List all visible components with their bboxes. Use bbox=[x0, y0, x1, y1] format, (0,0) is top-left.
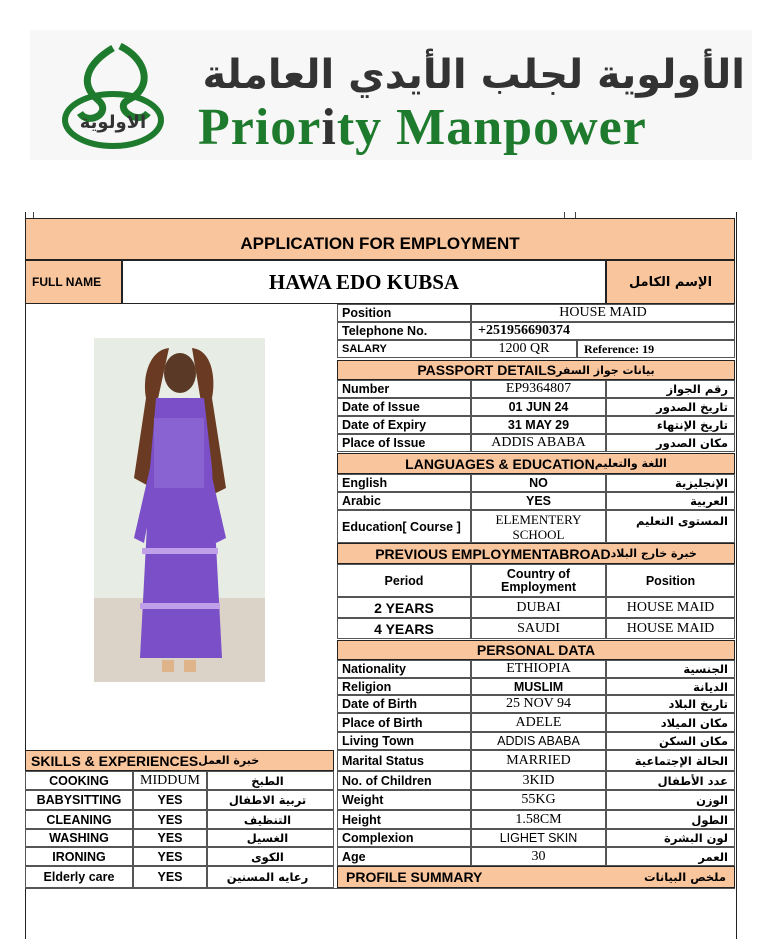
skill-level: YES bbox=[133, 847, 207, 866]
personal-value: ADDIS ABABA bbox=[471, 732, 606, 750]
passport-label: Number bbox=[337, 380, 471, 398]
personal-label: Marital Status bbox=[337, 750, 471, 771]
personal-label: Nationality bbox=[337, 660, 471, 678]
telephone-label: Telephone No. bbox=[337, 322, 471, 340]
position-column-header: Position bbox=[606, 564, 735, 597]
personal-value: 1.58CM bbox=[471, 810, 606, 829]
skill-name-ar: رعايه المسنين bbox=[207, 866, 334, 888]
personal-label-ar: الوزن bbox=[606, 790, 735, 810]
personal-label-ar: الحالة الإجتماعية bbox=[606, 750, 735, 771]
personal-label-ar: العمر bbox=[606, 847, 735, 866]
applicant-photo bbox=[94, 338, 265, 682]
personal-label-ar: مكان السكن bbox=[606, 732, 735, 750]
passport-label: Date of Expiry bbox=[337, 416, 471, 434]
personal-label-ar: تاريخ البلاد bbox=[606, 695, 735, 713]
personal-label-ar: الجنسية bbox=[606, 660, 735, 678]
previous-country-2: SAUDI bbox=[471, 618, 606, 639]
skill-level: YES bbox=[133, 790, 207, 810]
english-label: English bbox=[337, 474, 471, 492]
passport-value: 31 MAY 29 bbox=[471, 416, 606, 434]
personal-label-ar: عدد الأطفال bbox=[606, 771, 735, 790]
passport-label-ar: تاريخ الإنتهاء bbox=[606, 416, 735, 434]
logo-emblem-icon bbox=[58, 38, 168, 150]
personal-value: 3KID bbox=[471, 771, 606, 790]
previous-country-1: DUBAI bbox=[471, 597, 606, 618]
period-column-header: Period bbox=[337, 564, 471, 597]
passport-header: PASSPORT DETAILS بيانات جواز السفر bbox=[337, 360, 735, 380]
personal-label: Living Town bbox=[337, 732, 471, 750]
full-name-label-ar: الإسم الكامل bbox=[606, 260, 735, 304]
skill-level: YES bbox=[133, 810, 207, 829]
skill-name-ar: تربية الاطفال bbox=[207, 790, 334, 810]
personal-label-ar: الطول bbox=[606, 810, 735, 829]
personal-label: Religion bbox=[337, 678, 471, 695]
personal-label: Place of Birth bbox=[337, 713, 471, 732]
skills-header: SKILLS & EXPERIENCES خبرة العمل bbox=[25, 750, 334, 771]
skill-name: COOKING bbox=[25, 771, 133, 790]
arabic-label: Arabic bbox=[337, 492, 471, 510]
passport-value: EP9364807 bbox=[471, 380, 606, 398]
skill-name-ar: الغسيل bbox=[207, 829, 334, 847]
skill-name: CLEANING bbox=[25, 810, 133, 829]
personal-data-header: PERSONAL DATA bbox=[337, 640, 735, 660]
form-title: APPLICATION FOR EMPLOYMENT bbox=[25, 218, 735, 260]
personal-label-ar: مكان الميلاد bbox=[606, 713, 735, 732]
skill-name-ar: الطبخ bbox=[207, 771, 334, 790]
education-label-ar: المستوى التعليم bbox=[606, 510, 735, 543]
applicant-photo-image bbox=[94, 338, 265, 682]
full-name-label: FULL NAME bbox=[25, 260, 122, 304]
personal-label: No. of Children bbox=[337, 771, 471, 790]
previous-period-2: 4 YEARS bbox=[337, 618, 471, 639]
passport-label-ar: مكان الصدور bbox=[606, 434, 735, 452]
position-label: Position bbox=[337, 304, 471, 322]
personal-label-ar: الديانة bbox=[606, 678, 735, 695]
passport-value: ADDIS ABABA bbox=[471, 434, 606, 452]
skill-name-ar: التنظيف bbox=[207, 810, 334, 829]
logo-arabic-text: الأولوية لجلب الأيدي العاملة bbox=[202, 52, 745, 98]
full-name-value: HAWA EDO KUBSA bbox=[122, 260, 606, 304]
passport-label: Place of Issue bbox=[337, 434, 471, 452]
languages-header: LANGUAGES & EDUCATION اللغة والتعليم bbox=[337, 453, 735, 474]
personal-label: Weight bbox=[337, 790, 471, 810]
personal-value: 55KG bbox=[471, 790, 606, 810]
previous-position-1: HOUSE MAID bbox=[606, 597, 735, 618]
personal-value: 30 bbox=[471, 847, 606, 866]
profile-summary-header: PROFILE SUMMARY ملخص البيانات bbox=[337, 866, 735, 888]
salary-label: SALARY bbox=[337, 340, 471, 358]
skill-name: IRONING bbox=[25, 847, 133, 866]
logo-english-text: Priority Manpower bbox=[198, 99, 647, 156]
personal-value: MARRIED bbox=[471, 750, 606, 771]
personal-value: MUSLIM bbox=[471, 678, 606, 695]
previous-period-1: 2 YEARS bbox=[337, 597, 471, 618]
personal-label: Age bbox=[337, 847, 471, 866]
country-column-header: Country of Employment bbox=[471, 564, 606, 597]
arabic-label-ar: العربية bbox=[606, 492, 735, 510]
position-value: HOUSE MAID bbox=[471, 304, 735, 322]
personal-value: ADELE bbox=[471, 713, 606, 732]
english-label-ar: الإنجليزية bbox=[606, 474, 735, 492]
passport-label-ar: رقم الجواز bbox=[606, 380, 735, 398]
personal-label: Complexion bbox=[337, 829, 471, 847]
passport-label: Date of Issue bbox=[337, 398, 471, 416]
arabic-value: YES bbox=[471, 492, 606, 510]
skill-level: YES bbox=[133, 866, 207, 888]
education-label: Education[ Course ] bbox=[337, 510, 471, 543]
personal-value: 25 NOV 94 bbox=[471, 695, 606, 713]
english-value: NO bbox=[471, 474, 606, 492]
previous-employment-header: PREVIOUS EMPLOYMENTABROAD خبرة خارج البلاد bbox=[337, 543, 735, 564]
skill-name-ar: الكوى bbox=[207, 847, 334, 866]
personal-label: Date of Birth bbox=[337, 695, 471, 713]
education-value: ELEMENTERY SCHOOL bbox=[471, 510, 606, 543]
company-logo bbox=[30, 30, 752, 160]
previous-position-2: HOUSE MAID bbox=[606, 618, 735, 639]
personal-value: ETHIOPIA bbox=[471, 660, 606, 678]
passport-value: 01 JUN 24 bbox=[471, 398, 606, 416]
passport-label-ar: تاريخ الصدور bbox=[606, 398, 735, 416]
personal-value: LIGHET SKIN bbox=[471, 829, 606, 847]
personal-label: Height bbox=[337, 810, 471, 829]
skill-name: Elderly care bbox=[25, 866, 133, 888]
reference-number: Reference: 19 bbox=[577, 340, 735, 358]
personal-label-ar: لون البشرة bbox=[606, 829, 735, 847]
profile-summary-body bbox=[25, 888, 735, 939]
telephone-value: +251956690374 bbox=[471, 322, 735, 340]
skill-level: YES bbox=[133, 829, 207, 847]
salary-value: 1200 QR bbox=[471, 340, 577, 358]
skill-name: BABYSITTING bbox=[25, 790, 133, 810]
skill-name: WASHING bbox=[25, 829, 133, 847]
svg-text:الاولوية: الاولوية bbox=[79, 112, 147, 133]
skill-level: MIDDUM bbox=[133, 771, 207, 790]
